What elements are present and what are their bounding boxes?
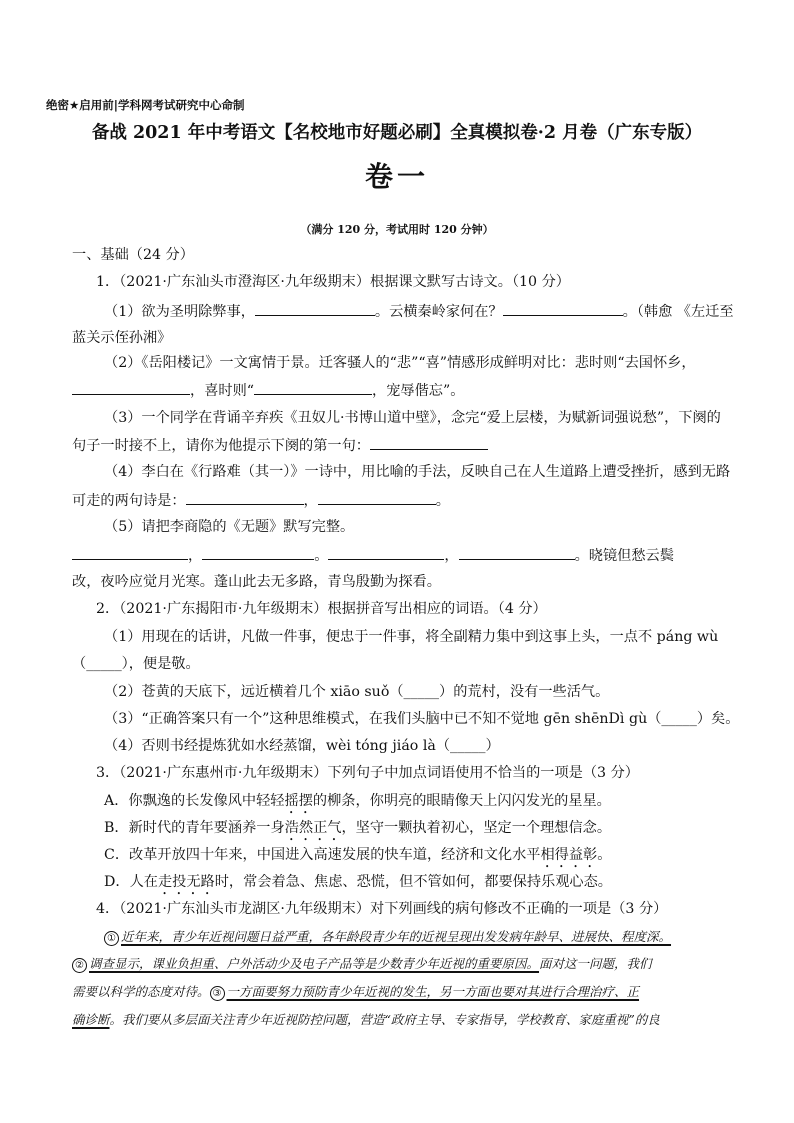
option-text: 时，常会着急、焦虑、恐慌，但不管如何，都要保持乐观心态。: [214, 874, 612, 890]
q3-option-c[interactable]: [104, 846, 611, 871]
q1-text: 可走的两句诗是：: [72, 493, 186, 509]
answer-blank[interactable]: [328, 546, 444, 560]
q1-item2-line1: （2）《岳阳楼记》一文寓情于景。迁客骚人的“悲”“喜”情感形成鲜明对比：悲时则“去国怀乡，: [104, 355, 696, 371]
q1-item5-line3: 改，夜吟应觉月光寒。蓬山此去无多路，青鸟殷勤为探看。: [72, 574, 441, 590]
q1-item5-line1: （5）请把李商隐的《无题》默写完整。: [104, 519, 355, 535]
underlined-sentence: 一方面要努力预防青少年近视的发生，另一方面也要对其进行合理治疗、正: [226, 984, 640, 999]
passage-text: 。我们要从多层面关注青少年近视防控问题，营造“政府主导、专家指导，学校教育、家庭重视”的良: [109, 1012, 660, 1027]
q3-option-a[interactable]: [104, 792, 611, 817]
option-text: 的柳条，你明亮的眼睛像天上闪闪发光的星星。: [312, 793, 611, 809]
q1-text: 。云横秦岭家何在？: [374, 304, 503, 320]
q1-item1-line1: [104, 302, 734, 321]
q4-stem: 4．（2021·广东汕头市龙湖区·九年级期末）对下列画线的病句修改不正确的一项是（3 分）: [96, 901, 668, 917]
answer-blank[interactable]: [255, 302, 375, 316]
q3-stem: 3．（2021·广东惠州市·九年级期末）下列句子中加点词语使用不恰当的一项是（3 分）: [96, 765, 639, 781]
emphasized-word: 浩然正气: [284, 820, 342, 836]
option-text: C．改革开放四十年来，中国进入高速发展的快车道，经济和文化水平: [104, 847, 541, 863]
q2-item2: （2）苍黄的天底下，远近横着几个 xiāo suǒ（_____）的荒村，没有一些活气。: [104, 684, 610, 700]
volume-title: 卷一: [364, 160, 429, 193]
q1-text: 。晓镜但愁云鬓: [574, 548, 674, 564]
answer-blank[interactable]: [202, 546, 314, 560]
emphasized-word: 走投无路: [157, 874, 215, 890]
answer-blank[interactable]: [186, 491, 304, 505]
q1-item1-line2: 蓝关示侄孙湘》: [72, 330, 172, 346]
q4-passage-line3: [72, 983, 639, 1001]
passage-text: 需要以科学的态度对待。: [72, 984, 210, 999]
q1-text: 。: [314, 548, 329, 564]
answer-blank[interactable]: [370, 436, 488, 450]
section-heading: 一、基础（24 分）: [72, 247, 194, 263]
q1-text: ，: [188, 548, 203, 564]
q1-text: ，: [303, 493, 318, 509]
emphasized-word: 相得益彰: [540, 847, 598, 863]
sentence-number: ①: [104, 931, 119, 946]
q3-option-d[interactable]: [104, 873, 612, 898]
q1-text: （1）欲为圣明除弊事，: [104, 304, 255, 320]
emphasized-word: 摇摆: [284, 793, 313, 809]
q4-passage-line4: [72, 1011, 660, 1029]
underlined-sentence: 确诊断: [72, 1012, 110, 1027]
q1-item5-line2: [72, 546, 674, 565]
confidential-header: 绝密★启用前|学科网考试研究中心命制: [46, 98, 245, 112]
answer-blank[interactable]: [72, 546, 188, 560]
q2-item1-line1: （1）用现在的话讲，凡做一件事，便忠于一件事，将全副精力集中到这事上头，一点不 páng wù: [104, 629, 719, 645]
q1-item2-line2: [72, 381, 464, 400]
answer-blank[interactable]: [72, 381, 190, 395]
underlined-sentence: 近年来，青少年近视问题日益严重，各年龄段青少年的近视呈现出发发病年龄早、进展快、程度深。: [121, 929, 672, 944]
exam-info: （满分 120 分，考试用时 120 分钟）: [300, 223, 494, 236]
q1-text: 。（韩愈 《左迁至: [622, 304, 734, 320]
sentence-number: ②: [72, 958, 87, 973]
q2-stem: 2．（2021·广东揭阳市·九年级期末）根据拼音写出相应的词语。（4 分）: [96, 601, 547, 617]
q2-item1-line2: （_____），便是敬。: [72, 656, 200, 672]
q1-text: 。: [435, 493, 450, 509]
passage-text: 面对这一问题，我们: [539, 956, 652, 971]
answer-blank[interactable]: [318, 491, 436, 505]
q4-passage-line1: [104, 928, 671, 946]
q1-text: 句子一时接不上，请你为他提示下阕的第一句：: [72, 438, 370, 454]
answer-blank[interactable]: [254, 381, 372, 395]
q1-text: ，: [444, 548, 459, 564]
q1-item3-line2: [72, 436, 488, 455]
q3-option-b[interactable]: [104, 819, 611, 844]
underlined-sentence: 调查显示，课业负担重、户外活动少及电子产品等是少数青少年近视的重要原因。: [89, 956, 540, 971]
q1-stem: 1．（2021·广东汕头市澄海区·九年级期末）根据课文默写古诗文。（10 分）: [96, 274, 570, 290]
option-text: B．新时代的青年要涵养一身: [104, 820, 285, 836]
answer-blank[interactable]: [503, 302, 623, 316]
q2-item3: （3）“正确答案只有一个”这种思维模式，在我们头脑中已不知不觉地 gēn shēnDì gù（_____）矣。: [104, 711, 740, 727]
option-text: ，坚守一颗执着初心，坚定一个理想信念。: [341, 820, 612, 836]
q1-item3-line1: （3）一个同学在背诵辛弃疾《丑奴儿·书博山道中壁》，念完“爱上层楼，为赋新词强说愁”，下阕的: [104, 410, 721, 426]
q1-text: ，喜时则“: [190, 383, 255, 399]
option-text: 。: [597, 847, 612, 863]
q4-passage-line2: [72, 955, 652, 973]
option-text: A．你飘逸的长发像风中轻轻: [104, 793, 285, 809]
sentence-number: ③: [210, 986, 225, 1001]
answer-blank[interactable]: [459, 546, 575, 560]
q1-item4-line2: [72, 491, 450, 510]
q1-text: ，宠辱偕忘”。: [372, 383, 465, 399]
q1-item4-line1: （4）李白在《行路难（其一）》一诗中，用比喻的手法，反映自己在人生道路上遭受挫折，感到无路: [104, 464, 731, 480]
q2-item4: （4）否则书经提炼犹如水经蒸馏，wèi tóng jiáo là（_____）: [104, 738, 500, 754]
page-title: 备战 2021 年中考语文【名校地市好题必刷】全真模拟卷·2 月卷（广东专版）: [91, 123, 703, 143]
option-text: D．人在: [104, 874, 158, 890]
